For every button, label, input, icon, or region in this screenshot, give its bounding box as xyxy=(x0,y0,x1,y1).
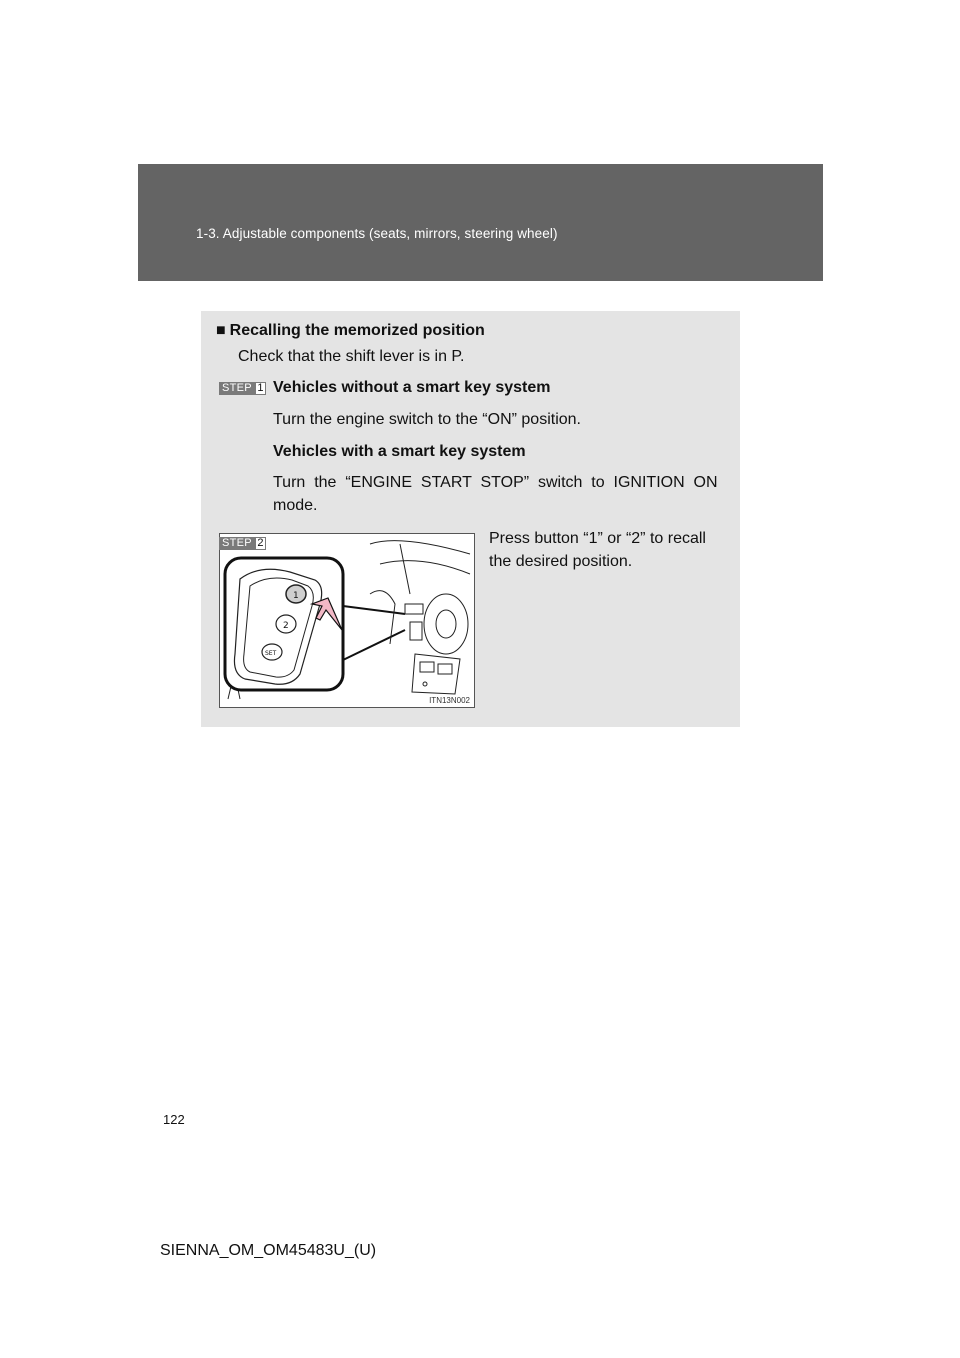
heading-text: Recalling the memorized position xyxy=(229,322,485,339)
page-number: 122 xyxy=(163,1112,185,1127)
memory-button-illustration xyxy=(219,533,475,708)
door-panel-drawing xyxy=(220,534,474,707)
svg-text:SET: SET xyxy=(265,650,277,657)
section-heading xyxy=(216,322,485,340)
step-2-text-line-2: the desired position. xyxy=(489,553,633,570)
step-number: 1 xyxy=(255,382,266,395)
step-2-badge xyxy=(219,537,266,550)
figure-code: ITN13N002 xyxy=(429,696,470,705)
step-2-text-line-1: Press button “1” or “2” to recall xyxy=(489,530,706,547)
document-code: SIENNA_OM_OM45483U_(U) xyxy=(160,1242,377,1259)
step-number: 2 xyxy=(255,537,266,550)
case-2-title: Vehicles with a smart key system xyxy=(273,443,526,460)
case-1-title: Vehicles without a smart key system xyxy=(273,379,551,396)
step-label: STEP xyxy=(219,382,255,395)
svg-text:1: 1 xyxy=(293,591,299,601)
content-box xyxy=(201,311,740,727)
case-2-text-line-2: mode. xyxy=(273,497,318,514)
intro-text: Check that the shift lever is in P. xyxy=(238,348,465,365)
header-bar xyxy=(138,164,823,281)
section-title: 1-3. Adjustable components (seats, mirrors, steering wheel) xyxy=(196,226,558,241)
step-label: STEP xyxy=(219,537,255,550)
case-2-text-line-1: Turn the “ENGINE START STOP” switch to IGNITION ON xyxy=(273,474,718,491)
svg-text:2: 2 xyxy=(283,621,289,631)
square-bullet-icon: ■ xyxy=(216,322,226,339)
case-1-text: Turn the engine switch to the “ON” position. xyxy=(273,411,581,428)
step-1-badge xyxy=(219,382,266,395)
